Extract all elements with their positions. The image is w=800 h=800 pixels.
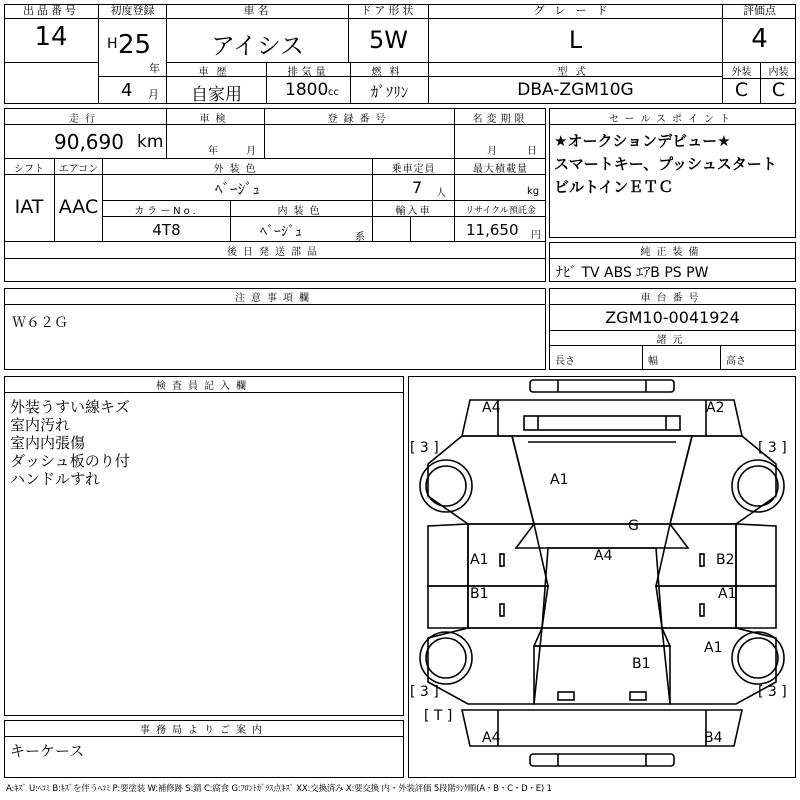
mark-a4-rear-left: A4	[482, 730, 501, 746]
int-color-label: 内装色	[277, 206, 326, 217]
history-value: 自家用	[191, 85, 242, 105]
legend: A:ｷｽﾞ U:ﾍｺﾐ B:ｷｽﾞを伴うﾍｺﾐ P:要塗装 W:補修跡 S:錆 C:腐食 G:ﾌﾛﾝﾄｶﾞﾗｽ点ｷｽﾞ XX:交換済み X:要交換 内・外装評価 5段階ﾗﾝｸ順(A・B・C・D・E) 1	[6, 784, 552, 794]
mark-b4-rear-right: B4	[704, 730, 723, 746]
inspection-year: 年	[208, 146, 218, 157]
fuel-value: ｶﾞｿﾘﾝ	[370, 83, 409, 101]
later-label: 後日発送部品	[227, 247, 323, 258]
history-label: 車歴	[198, 67, 235, 78]
disp-unit: cc	[328, 87, 339, 98]
hood	[512, 436, 692, 524]
inspector-line-3: 室内内張傷	[10, 434, 86, 452]
seats-unit: 人	[436, 188, 446, 199]
office-value: キーケース	[10, 742, 85, 760]
sales-label: セールスポイント	[608, 114, 737, 125]
notes-label: 注意事項欄	[235, 293, 315, 304]
mark-a2-front-right: A2	[706, 400, 725, 416]
reg-year: 25	[118, 30, 152, 60]
model-label: 型式	[557, 67, 594, 78]
mark-a1-right-rear: A1	[718, 586, 737, 602]
title-day: 日	[527, 146, 537, 157]
inspector-line-5: ハンドルすれ	[10, 470, 101, 488]
int-label: 内装	[768, 67, 789, 78]
ac-value: AAC	[58, 196, 99, 218]
color-label: 外装色	[213, 164, 262, 175]
notes-value: Ｗ６２Ｇ	[12, 315, 68, 331]
import-label: 輸入車	[395, 206, 432, 217]
int-color-unit: 系	[355, 232, 365, 243]
mark-tire-rr: [ 3 ]	[758, 684, 787, 700]
mark-b1-rear: B1	[632, 656, 651, 672]
ext-value: C	[734, 79, 749, 101]
mark-tire-rl: [ 3 ]	[410, 684, 439, 700]
sales-line-3: ビルトインＥＴＣ	[554, 178, 674, 196]
reg-label: 初度登録	[99, 4, 166, 19]
mileage-label: 走行	[69, 114, 101, 125]
chassis-value: ZGM10-0041924	[605, 308, 740, 327]
reg-month-unit: 月	[148, 88, 159, 101]
inspector-line-2: 室内汚れ	[10, 416, 71, 434]
mark-tire-fl: [ 3 ]	[410, 440, 439, 456]
specs-label: 諸元	[656, 335, 689, 346]
grade-value: L	[568, 26, 583, 54]
grade-label: グレード	[429, 4, 722, 19]
shift-label: シフト	[14, 164, 44, 175]
title-label: 名変期限	[472, 114, 529, 125]
inspection-label: 車検	[199, 114, 232, 125]
inspector-label: 検査員記入欄	[156, 381, 252, 392]
mark-tire-fr: [ 3 ]	[758, 440, 787, 456]
mileage-value: 90,690	[54, 130, 124, 154]
spec-length: 長さ	[555, 356, 575, 367]
ac-label: エアコン	[58, 164, 99, 175]
spec-height: 高さ	[726, 356, 746, 367]
plate-label: 登録番号	[327, 114, 392, 125]
sales-line-1: ★オークションデビュー★	[554, 132, 731, 150]
seats-value: 7	[412, 178, 423, 197]
color-no-value: 4T8	[152, 221, 181, 239]
car-name-label: 車名	[167, 4, 348, 19]
tailgate	[534, 646, 670, 704]
score-label: 評価点	[723, 4, 796, 19]
mark-b1-left-rear: B1	[470, 586, 489, 602]
model-value: DBA-ZGM10G	[517, 80, 634, 100]
door-label: ドア形状	[349, 4, 428, 19]
rear-outline	[462, 710, 742, 746]
recycle-value: 11,650	[466, 221, 519, 239]
mark-a4-front-left: A4	[482, 400, 501, 416]
car-diagram-svg	[408, 376, 796, 778]
reg-month: 4	[121, 80, 133, 101]
int-color-value: ﾍﾞｰｼﾞｭ	[260, 224, 302, 240]
reg-year-unit: 年	[149, 62, 160, 75]
inspector-line-4: ダッシュ板のり付	[10, 452, 130, 470]
mark-g-windshield: G	[628, 518, 639, 534]
mark-a4-roof: A4	[594, 548, 613, 564]
lot-value: 14	[34, 22, 68, 52]
mark-b2-right-front: B2	[716, 552, 735, 568]
inspection-month: 月	[246, 146, 256, 157]
reg-era: H	[107, 36, 118, 52]
chassis-label: 車台番号	[640, 293, 705, 304]
mark-a1-right-quarter: A1	[704, 640, 723, 656]
ext-label: 外装	[731, 67, 752, 78]
spec-width: 幅	[648, 356, 658, 367]
office-label: 事務局よりご案内	[140, 725, 268, 736]
equipment-label: 純正装備	[640, 247, 705, 258]
shift-value: IAT	[14, 196, 44, 218]
disp-value: 1800	[285, 80, 329, 100]
car-name-value: アイシス	[210, 32, 305, 60]
front-bumper	[530, 380, 674, 392]
equipment-value: ﾅﾋﾞ TV ABS ｴｱB PS PW	[556, 265, 709, 281]
mark-a1-hood: A1	[550, 472, 569, 488]
mark-spare: [ T ]	[424, 708, 453, 724]
load-label: 最大積載量	[473, 164, 528, 175]
mark-a1-left-front: A1	[470, 552, 489, 568]
rear-bumper	[530, 754, 674, 766]
seats-label: 乗車定員	[391, 164, 436, 175]
recycle-label: リサイクル預託金	[465, 206, 536, 216]
load-unit: kg	[527, 186, 540, 197]
color-no-label: カラーNo.	[134, 206, 199, 217]
title-month: 月	[487, 146, 497, 157]
recycle-unit: 円	[531, 230, 541, 241]
score-value: 4	[751, 24, 768, 54]
disp-label: 排気量	[287, 67, 330, 78]
door-value: 5W	[369, 26, 408, 54]
mileage-unit: km	[137, 132, 164, 152]
fuel-label: 燃料	[371, 67, 408, 78]
lot-label: 出品番号	[4, 4, 98, 19]
sales-line-2: スマートキー、プッシュスタート	[554, 155, 777, 173]
windshield	[516, 524, 688, 548]
color-value: ﾍﾞｰｼﾞｭ	[214, 180, 260, 198]
int-value: C	[771, 79, 786, 101]
inspector-line-1: 外装うすい線キズ	[10, 398, 130, 416]
rear-window	[534, 628, 670, 646]
